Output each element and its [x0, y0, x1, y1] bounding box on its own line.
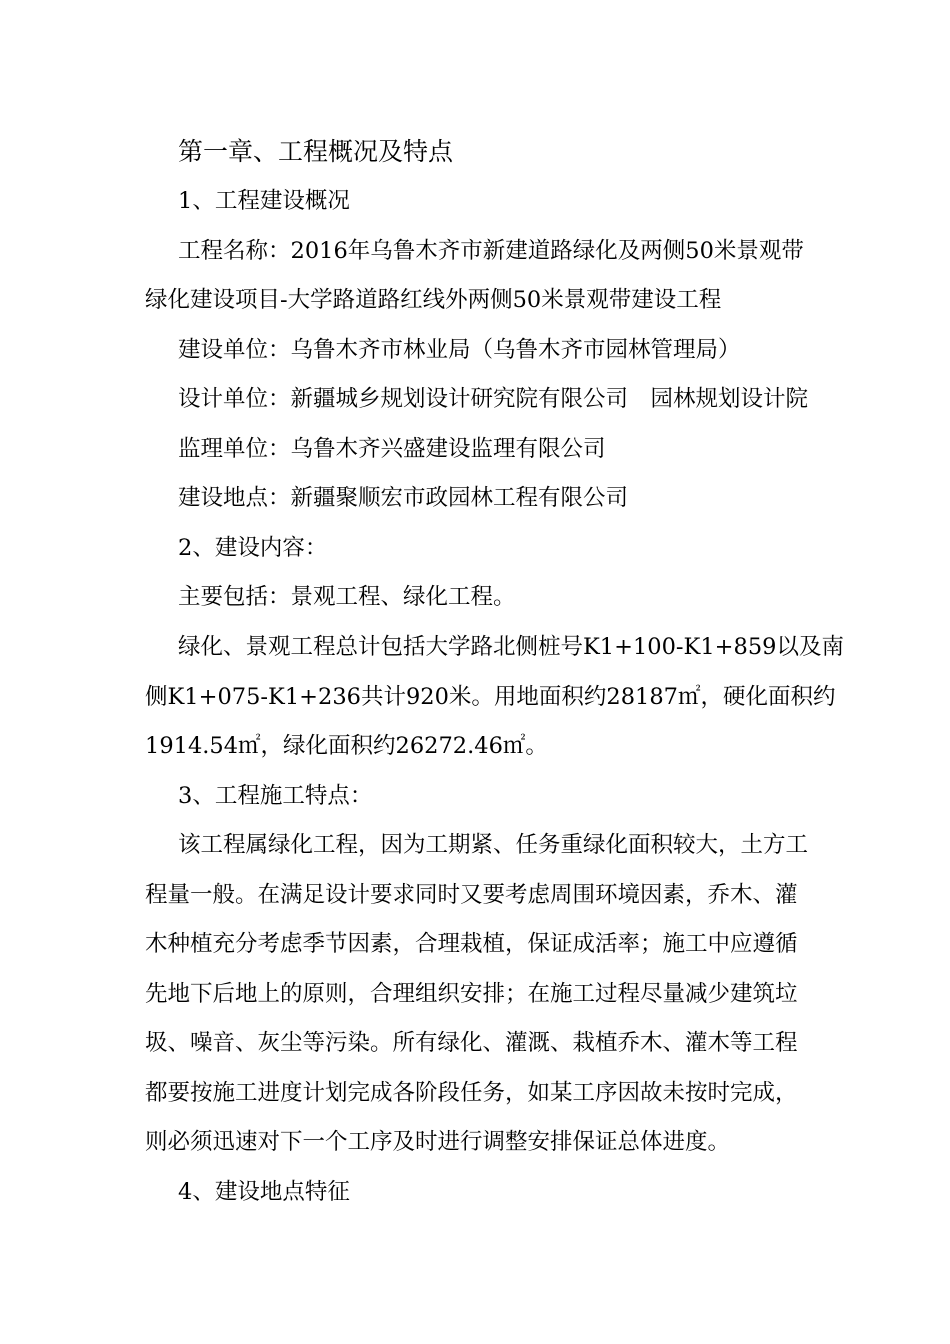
content-para-line-2: 侧K1+075-K1+236共计920米。用地面积约28187㎡，硬化面积约	[145, 684, 836, 710]
features-para-line-3: 木种植充分考虑季节因素，合理栽植，保证成活率；施工中应遵循	[145, 931, 798, 957]
content-para-line-1: 绿化、景观工程总计包括大学路北侧桩号K1+100-K1+859以及南	[178, 634, 844, 660]
main-content: 主要包括：景观工程、绿化工程。	[178, 584, 516, 610]
features-para-line-6: 都要按施工进度计划完成各阶段任务，如某工序因故未按时完成，	[145, 1080, 798, 1106]
construction-site: 建设地点：新疆聚顺宏市政园林工程有限公司	[178, 485, 629, 511]
features-para-line-7: 则必须迅速对下一个工序及时进行调整安排保证总体进度。	[145, 1129, 731, 1155]
features-para-line-5: 圾、噪音、灰尘等污染。所有绿化、灌溉、栽植乔木、灌木等工程	[145, 1030, 798, 1056]
section-1-heading: 1、工程建设概况	[178, 188, 350, 214]
content-para-line-3: 1914.54㎡，绿化面积约26272.46㎡。	[145, 733, 548, 759]
section-3-heading: 3、工程施工特点：	[178, 783, 373, 809]
project-name-line-1: 工程名称：2016年乌鲁木齐市新建道路绿化及两侧50米景观带	[178, 238, 804, 264]
project-name-line-2: 绿化建设项目-大学路道路红线外两侧50米景观带建设工程	[145, 287, 722, 313]
features-para-line-1: 该工程属绿化工程，因为工期紧、任务重绿化面积较大，土方工	[178, 832, 809, 858]
supervision-unit: 监理单位：乌鲁木齐兴盛建设监理有限公司	[178, 436, 606, 462]
features-para-line-4: 先地下后地上的原则，合理组织安排；在施工过程尽量减少建筑垃	[145, 981, 798, 1007]
section-2-heading: 2、建设内容：	[178, 535, 328, 561]
section-4-heading: 4、建设地点特征	[178, 1179, 350, 1205]
design-unit: 设计单位：新疆城乡规划设计研究院有限公司 园林规划设计院	[178, 386, 809, 412]
chapter-title: 第一章、工程概况及特点	[178, 137, 454, 166]
features-para-line-2: 程量一般。在满足设计要求同时又要考虑周围环境因素，乔木、灌	[145, 882, 798, 908]
construction-unit: 建设单位：乌鲁木齐市林业局（乌鲁木齐市园林管理局）	[178, 337, 741, 363]
